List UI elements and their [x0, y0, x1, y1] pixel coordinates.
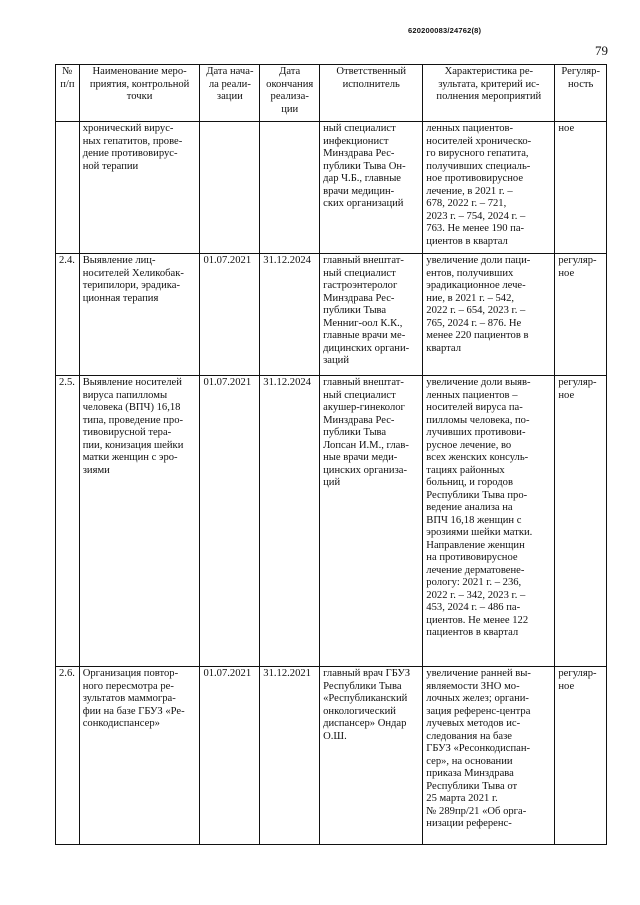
page-number: 79: [595, 43, 608, 58]
row-start-date: 01.07.2021: [200, 667, 260, 845]
table-row: [56, 254, 607, 376]
row-measure-name: Выявление носителей вируса папилломы человека (ВПЧ) 16,18 типа, проведение про- тивовирусной тера- пии, конизация шейки матки женщин с эро- зиями: [79, 376, 200, 667]
row-end-date: 31.12.2021: [260, 667, 320, 845]
row-result: увеличение ранней вы- являемости ЗНО мо- лочных желез; органи- зация референс-центра лучевых методов ис- следования на базе ГБУЗ «Ресонкодиспан- сер», на основании приказа Минздрава Республики Тыва от 25 марта 2021 г. № 289пр/21 «Об орга- низации референс-: [423, 667, 555, 845]
document-registration-code: 620200083/24762(8): [408, 26, 482, 35]
table-header-row: [56, 65, 607, 122]
row-responsible: главный врач ГБУЗ Республики Тыва «Республиканский онкологический диспансер» Ондар О.Ш.: [320, 667, 423, 845]
table-row: [56, 667, 607, 845]
row-responsible: ный специалист инфекционист Минздрава Рес- публики Тыва Он- дар Ч.Б., главные врачи медицин- ских организаций: [320, 122, 423, 254]
row-regularity: ное: [555, 122, 607, 254]
row-number: 2.5.: [56, 376, 80, 667]
column-header-number: № п/п: [56, 65, 80, 122]
row-result: увеличение доли выяв- ленных пациентов – носителей вируса па- пилломы человека, по- лучивших противови- русное лечение, во всех женских консуль- тациях районных больниц, и городов Республики Тыва про- ведение анализа на ВПЧ 16,18 женщин с эрозиями шейки матки. Направление женщин на противовирусное лечение дерматовене- рологу: 2021 г. – 236, 2022 г. – 342, 2023 г. – 453, 2024 г. – 486 па- циентов. Не менее 122 пациентов в квартал: [423, 376, 555, 667]
row-responsible: главный внештат- ный специалист гастроэнтеролог Минздрава Рес- публики Тыва Менниг-оол К.К., главные врачи ме- дицинских органи- заций: [320, 254, 423, 376]
row-start-date: 01.07.2021: [200, 376, 260, 667]
row-regularity: регуляр- ное: [555, 376, 607, 667]
row-measure-name: Выявление лиц- носителей Хеликобак- терипилори, эрадика- ционная терапия: [79, 254, 200, 376]
column-header-result: Характеристика ре- зультата, критерий ис- полнения мероприятий: [423, 65, 555, 122]
row-regularity: регуляр- ное: [555, 254, 607, 376]
row-regularity: регуляр- ное: [555, 667, 607, 845]
row-start-date: 01.07.2021: [200, 254, 260, 376]
column-header-responsible: Ответственный исполнитель: [320, 65, 423, 122]
table-row: [56, 376, 607, 667]
row-measure-name: хронический вирус- ных гепатитов, прове- дение противовирус- ной терапии: [79, 122, 200, 254]
table-row: [56, 122, 607, 254]
row-measure-name: Организация повтор- ного пересмотра ре- зультатов маммогра- фии на базе ГБУЗ «Ре- сонкодиспансер»: [79, 667, 200, 845]
row-end-date: [260, 122, 320, 254]
row-result: ленных пациентов- носителей хроническо- го вирусного гепатита, получивших специаль- ное противовирусное лечение, в 2021 г. – 678, 2022 г. – 721, 2023 г. – 754, 2024 г. – 763. Не менее 190 па- циентов в квартал: [423, 122, 555, 254]
column-header-regularity: Регуляр- ность: [555, 65, 607, 122]
measures-table: [55, 64, 607, 845]
row-responsible: главный внештат- ный специалист акушер-гинеколог Минздрава Рес- публики Тыва Лопсан И.М., глав- ные врачи меди- цинских организа- ций: [320, 376, 423, 667]
row-result: увеличение доли паци- ентов, получивших эрадикационное лече- ние, в 2021 г. – 542, 2022 г. – 654, 2023 г. – 765, 2024 г. – 876. Не менее 220 пациентов в квартал: [423, 254, 555, 376]
column-header-name: Наименование меро- приятия, контрольной точки: [79, 65, 200, 122]
row-end-date: 31.12.2024: [260, 376, 320, 667]
row-number: [56, 122, 80, 254]
row-number: 2.4.: [56, 254, 80, 376]
column-header-start-date: Дата нача- ла реали- зации: [200, 65, 260, 122]
row-number: 2.6.: [56, 667, 80, 845]
column-header-end-date: Дата окончания реализа- ции: [260, 65, 320, 122]
row-start-date: [200, 122, 260, 254]
row-end-date: 31.12.2024: [260, 254, 320, 376]
